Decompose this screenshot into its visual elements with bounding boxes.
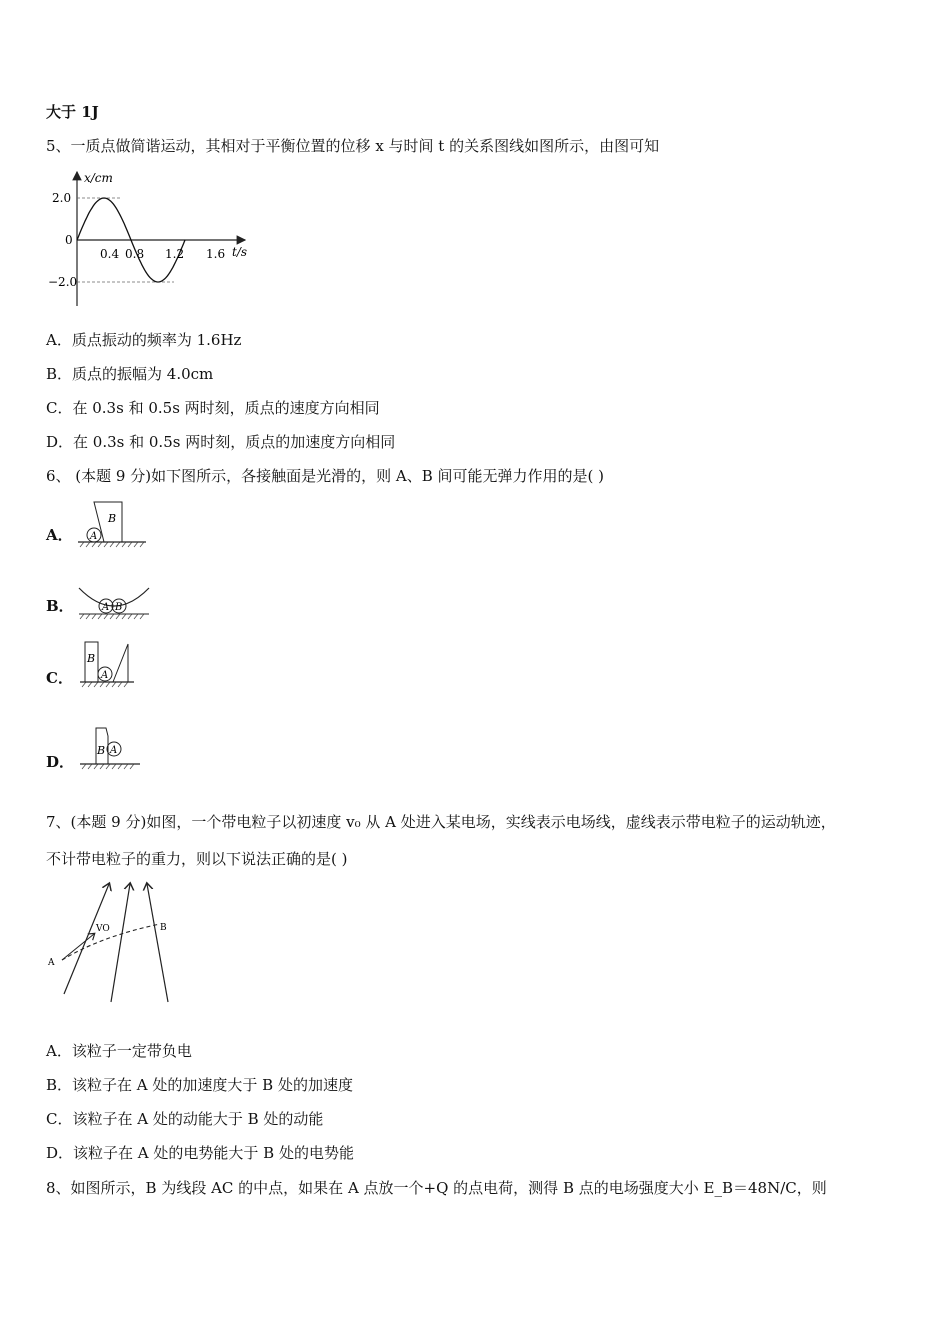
field-line-right [147,884,168,1002]
q6-figure-c [78,638,138,690]
q7-option-a: A．该粒子一定带负电 [46,1042,192,1060]
continued-text: 大于 1J [46,103,99,121]
question-7-stem: 7、(本题 9 分)如图，一个带电粒子以初速度 v₀ 从 A 处进入某电场，实线表示电场线，虚线表示带电粒子的运动轨迹， [46,813,836,831]
q7-option-d: D．该粒子在 A 处的电势能大于 B 处的电势能 [46,1144,354,1162]
initial-velocity-arrow [62,934,94,960]
q5-option-c: C．在 0.3s 和 0.5s 两时刻，质点的速度方向相同 [46,399,380,417]
question-5-stem: 5、一质点做简谐运动，其相对于平衡位置的位移 x 与时间 t 的关系图线如图所示，由图可知 [46,137,660,155]
y-tick-neg: −2.0 [48,275,78,289]
svg-text:B: B [108,512,117,525]
question-7-stem-2: 不计带电粒子的重力，则以下说法正确的是( ) [46,850,348,868]
svg-text:VO: VO [96,924,110,934]
svg-text:B: B [115,602,123,613]
y-axis-label: x/cm [84,171,113,185]
svg-text:B: B [160,923,167,933]
q6-figure-a [76,498,152,550]
svg-text:A: A [110,745,118,756]
q6-option-c-label: C． [46,669,73,687]
x-tick-1-2: 1.2 [165,247,185,261]
q5-option-a: A．质点振动的频率为 1.6Hz [46,331,242,349]
q7-option-b: B．该粒子在 A 处的加速度大于 B 处的加速度 [46,1076,353,1094]
displacement-time-graph [40,168,260,308]
field-line-left [64,884,109,994]
origin-label: 0 [65,233,73,247]
svg-text:B: B [87,652,96,665]
question-6-stem: 6、 (本题 9 分)如下图所示，各接触面是光滑的，则 A、B 间可能无弹力作用的是( ) [46,467,604,485]
q6-option-d-label: D． [46,753,75,771]
particle-trajectory [62,924,160,960]
x-tick-0-8: 0.8 [125,247,145,261]
q5-option-d: D．在 0.3s 和 0.5s 两时刻，质点的加速度方向相同 [46,433,396,451]
x-axis-label: t/s [232,245,248,259]
electric-field-figure [42,878,182,1008]
svg-text:A: A [48,958,55,968]
q7-option-c: C．该粒子在 A 处的动能大于 B 处的动能 [46,1110,324,1128]
q6-option-b-label: B． [46,597,74,615]
q5-option-b: B．质点的振幅为 4.0cm [46,365,214,383]
x-tick-1-6: 1.6 [206,247,226,261]
field-line-middle [111,884,130,1002]
svg-text:A: A [101,670,109,681]
q6-option-a-label: A． [46,526,73,544]
q6-figure-b [76,584,152,624]
svg-text:A: A [90,531,98,542]
y-tick-pos: 2.0 [52,191,72,205]
q6-figure-d [78,724,144,774]
x-tick-0-4: 0.4 [100,247,120,261]
svg-text:B: B [97,744,106,757]
question-8-stem: 8、如图所示，B 为线段 AC 的中点，如果在 A 点放一个+Q 的点电荷，测得 B 点的电场强度大小 E_B＝48N/C，则 [46,1179,827,1197]
svg-text:A: A [102,602,110,613]
